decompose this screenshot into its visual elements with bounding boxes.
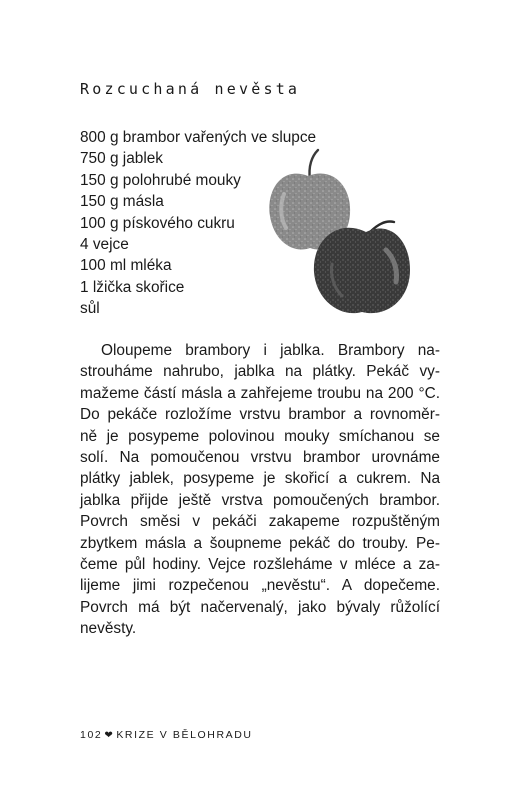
page-number: 102: [80, 729, 103, 741]
ingredient-item: 100 g pískového cukru: [80, 214, 235, 232]
instruction-line: jablka přijde ještě vrstva pomoučených brambor.: [80, 491, 440, 509]
ingredient-item: sůl: [80, 300, 100, 318]
book-title: KRIZE V BĚLOHRADU: [116, 729, 253, 741]
ingredient-item: 150 g másla: [80, 193, 164, 211]
page-footer: [80, 729, 253, 741]
instruction-line: Oloupeme brambory i jablka. Brambory na-: [101, 342, 440, 359]
ingredient-item: 800 g brambor vařených ve slupce: [80, 129, 317, 146]
instruction-line: čeme půl hodiny. Vejce rozšleháme v mléce a za-: [80, 556, 440, 574]
ingredient-item: 4 vejce: [80, 236, 129, 254]
instruction-line: Povrch má být načervenalý, jako bývaly růžolící: [80, 598, 440, 616]
dark-apple-icon: [314, 221, 410, 313]
ingredient-item: 1 lžička skořice: [80, 278, 185, 296]
instruction-line: nevěsty.: [80, 620, 137, 638]
instruction-line: zbytkem másla a šoupneme pekáč do trouby. Pe-: [80, 534, 440, 552]
instruction-line: mažeme částí másla a zahřejeme troubu na 200 °C.: [80, 384, 440, 402]
ingredient-item: 100 ml mléka: [80, 257, 172, 275]
heart-icon: ❤: [104, 730, 115, 741]
recipe-instructions: [80, 340, 440, 640]
instruction-line: Do pekáče rozložíme vrstvu brambor a rovnoměr-: [80, 406, 440, 424]
instruction-line: plátky jablek, posypeme je skořicí a cukrem. Na: [80, 470, 440, 488]
apples-illustration: [262, 148, 422, 318]
ingredient-item: 750 g jablek: [80, 150, 164, 168]
instruction-line: ně je posypeme polovinou mouky smíchanou se: [80, 427, 440, 445]
ingredient-item: 150 g polohrubé mouky: [80, 171, 241, 189]
recipe-title: Rozcuchaná nevěsta: [80, 80, 301, 98]
instruction-line: Povrch směsi v pekáči zakapeme rozpuštěným: [80, 513, 440, 531]
instruction-line: strouháme nahrubo, jablka na plátky. Pekáč vy-: [80, 363, 440, 381]
instruction-line: solí. Na pomoučenou vrstvu brambor urovnáme: [80, 449, 440, 467]
instruction-line: lijeme jimi rozpečenou „nevěstu“. A dopečeme.: [80, 577, 440, 595]
